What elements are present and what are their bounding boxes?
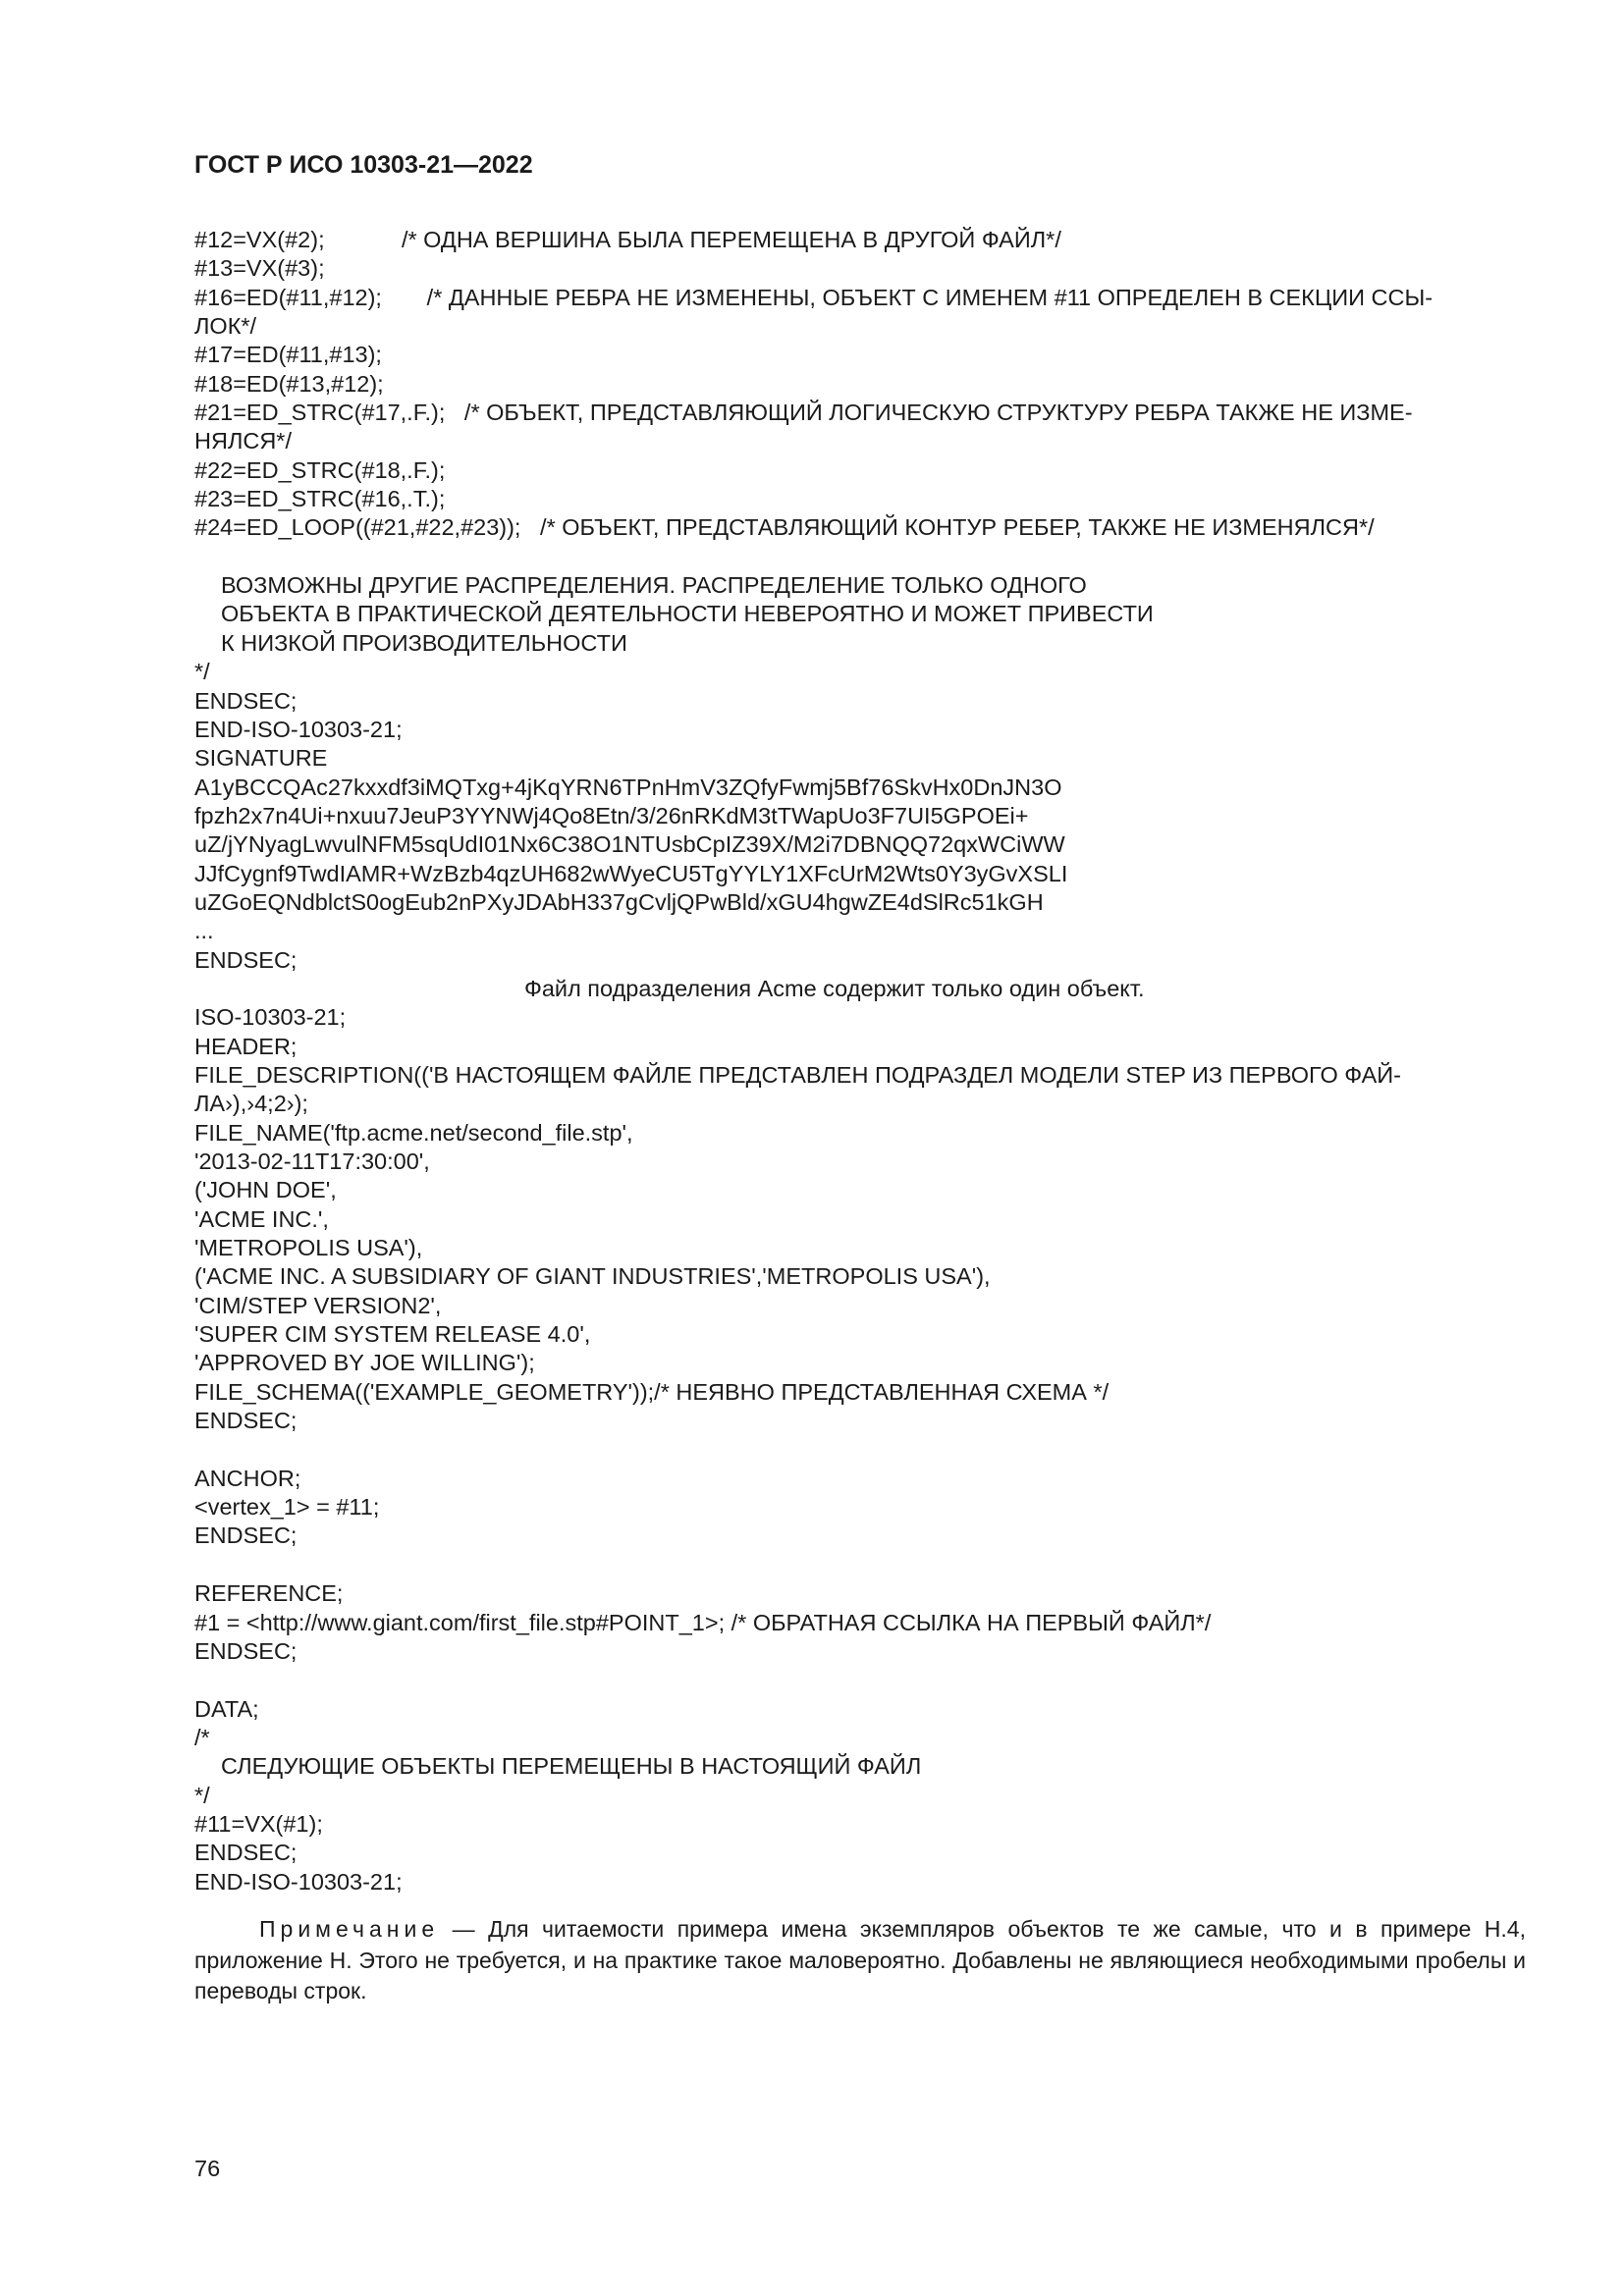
- code-line: #13=VX(#3);: [194, 255, 325, 282]
- code-line: 'APPROVED BY JOE WILLING');: [194, 1350, 535, 1376]
- code-line: '2013-02-11T17:30:00',: [194, 1148, 430, 1174]
- code-line: <vertex_1> = #11;: [194, 1494, 380, 1521]
- code-line: ЛА›),›4;2›);: [194, 1091, 308, 1117]
- code-line: #17=ED(#11,#13);: [194, 342, 382, 368]
- code-line: FILE_SCHEMA(('EXAMPLE_GEOMETRY'));/* НЕЯВНО ПРЕДСТАВЛЕННАЯ СХЕМА */: [194, 1378, 1110, 1405]
- note-paragraph: [194, 1914, 1526, 2007]
- code-listing: [194, 226, 1530, 1896]
- code-line: [194, 1551, 1530, 1579]
- code-line: 'SUPER CIM SYSTEM RELEASE 4.0',: [194, 1321, 591, 1348]
- code-line: СЛЕДУЮЩИЕ ОБЪЕКТЫ ПЕРЕМЕЩЕНЫ В НАСТОЯЩИЙ ФАЙЛ: [221, 1753, 922, 1780]
- note-label: Примечание: [259, 1916, 440, 1942]
- code-line: JJfCygnf9TwdIAMR+WzBzb4qzUH682wWyeCU5TgYYLY1XFcUrM2Wts0Y3yGvXSLI: [194, 860, 1068, 886]
- code-line: DATA;: [194, 1695, 259, 1722]
- code-line: [194, 1666, 1530, 1694]
- code-line: #23=ED_STRC(#16,.T.);: [194, 486, 446, 512]
- code-line: ('ACME INC. A SUBSIDIARY OF GIANT INDUSTRIES','METROPOLIS USA'),: [194, 1263, 991, 1290]
- code-line: FILE_NAME('ftp.acme.net/second_file.stp',: [194, 1119, 633, 1146]
- code-line: ...: [194, 918, 214, 944]
- note-text: — Для читаемости примера имена экземпляров объектов те же самые, что и в примере H.4, приложение H. Этого не требуется, и на практике такое маловероятно. Добавлены не являющиеся необходимыми пробелы и переводы строк.: [194, 1916, 1526, 2003]
- code-line: REFERENCE;: [194, 1580, 344, 1607]
- code-line: Файл подразделения Acme содержит только один объект.: [524, 975, 1145, 1001]
- code-line: 'ACME INC.',: [194, 1205, 329, 1232]
- code-line: #16=ED(#11,#12); /* ДАННЫЕ РЕБРА НЕ ИЗМЕНЕНЫ, ОБЪЕКТ С ИМЕНЕМ #11 ОПРЕДЕЛЕН В СЕКЦИИ ССЫ-: [194, 284, 1434, 310]
- code-line: #11=VX(#1);: [194, 1810, 323, 1837]
- code-line: ENDSEC;: [194, 687, 298, 714]
- code-line: #18=ED(#13,#12);: [194, 370, 384, 397]
- code-line: ENDSEC;: [194, 1840, 298, 1866]
- document-header: ГОСТ Р ИСО 10303-21—2022: [194, 151, 533, 179]
- code-line: ОБЪЕКТА В ПРАКТИЧЕСКОЙ ДЕЯТЕЛЬНОСТИ НЕВЕРОЯТНО И МОЖЕТ ПРИВЕСТИ: [221, 601, 1154, 627]
- code-line: */: [194, 659, 210, 685]
- code-line: ANCHOR;: [194, 1465, 301, 1491]
- code-line: fpzh2x7n4Ui+nxuu7JeuP3YYNWj4Qo8Etn/3/26nRKdM3tTWapUo3F7UI5GPOEi+: [194, 802, 1029, 828]
- page-number: 76: [194, 2156, 221, 2181]
- code-line: END-ISO-10303-21;: [194, 716, 403, 742]
- code-line: #12=VX(#2); /* ОДНА ВЕРШИНА БЫЛА ПЕРЕМЕЩЕНА В ДРУГОЙ ФАЙЛ*/: [194, 227, 1061, 252]
- code-line: END-ISO-10303-21;: [194, 1868, 403, 1895]
- code-line: ('JOHN DOE',: [194, 1177, 337, 1203]
- code-line: 'METROPOLIS USA'),: [194, 1235, 423, 1261]
- code-line: HEADER;: [194, 1033, 298, 1059]
- code-line: ВОЗМОЖНЫ ДРУГИЕ РАСПРЕДЕЛЕНИЯ. РАСПРЕДЕЛЕНИЕ ТОЛЬКО ОДНОГО: [221, 572, 1087, 599]
- code-line: A1yBCCQAc27kxxdf3iMQTxg+4jKqYRN6TPnHmV3ZQfyFwmj5Bf76SkvHx0DnJN3O: [194, 774, 1062, 800]
- code-line: ЛОК*/: [194, 313, 257, 340]
- code-line: #1 = <http://www.giant.com/first_file.stp#POINT_1>; /* ОБРАТНАЯ ССЫЛКА НА ПЕРВЫЙ ФАЙЛ*/: [194, 1609, 1212, 1635]
- code-line: ENDSEC;: [194, 1408, 298, 1434]
- code-line: 'CIM/STEP VERSION2',: [194, 1292, 442, 1318]
- code-line: [194, 1435, 1530, 1464]
- code-line: [194, 543, 1530, 571]
- code-line: uZ/jYNyagLwvulNFM5sqUdI01Nx6C38O1NTUsbCpIZ39X/M2i7DBNQQ72qxWCiWW: [194, 831, 1065, 858]
- code-line: /*: [194, 1724, 210, 1750]
- code-line: */: [194, 1782, 210, 1808]
- code-line: #21=ED_STRC(#17,.F.); /* ОБЪЕКТ, ПРЕДСТАВЛЯЮЩИЙ ЛОГИЧЕСКУЮ СТРУКТУРУ РЕБРА ТАКЖЕ НЕ ИЗМЕ-: [194, 400, 1413, 426]
- code-line: ISO-10303-21;: [194, 1004, 347, 1031]
- code-line: #24=ED_LOOP((#21,#22,#23)); /* ОБЪЕКТ, ПРЕДСТАВЛЯЮЩИЙ КОНТУР РЕБЕР, ТАКЖЕ НЕ ИЗМЕНЯЛСЯ*/: [194, 514, 1375, 541]
- code-line: ENDSEC;: [194, 1522, 298, 1549]
- code-line: НЯЛСЯ*/: [194, 428, 292, 454]
- code-line: ENDSEC;: [194, 1637, 298, 1664]
- code-line: SIGNATURE: [194, 745, 328, 772]
- code-line: #22=ED_STRC(#18,.F.);: [194, 456, 446, 483]
- code-line: FILE_DESCRIPTION(('В НАСТОЯЩЕМ ФАЙЛЕ ПРЕДСТАВЛЕН ПОДРАЗДЕЛ МОДЕЛИ STEP ИЗ ПЕРВОГО ФАЙ-: [194, 1061, 1401, 1088]
- code-line: uZGoEQNdblctS0ogEub2nPXyJDAbH337gCvljQPwBld/xGU4hgwZE4dSlRc51kGH: [194, 888, 1044, 915]
- code-line: ENDSEC;: [194, 946, 298, 973]
- code-line: К НИЗКОЙ ПРОИЗВОДИТЕЛЬНОСТИ: [221, 629, 627, 656]
